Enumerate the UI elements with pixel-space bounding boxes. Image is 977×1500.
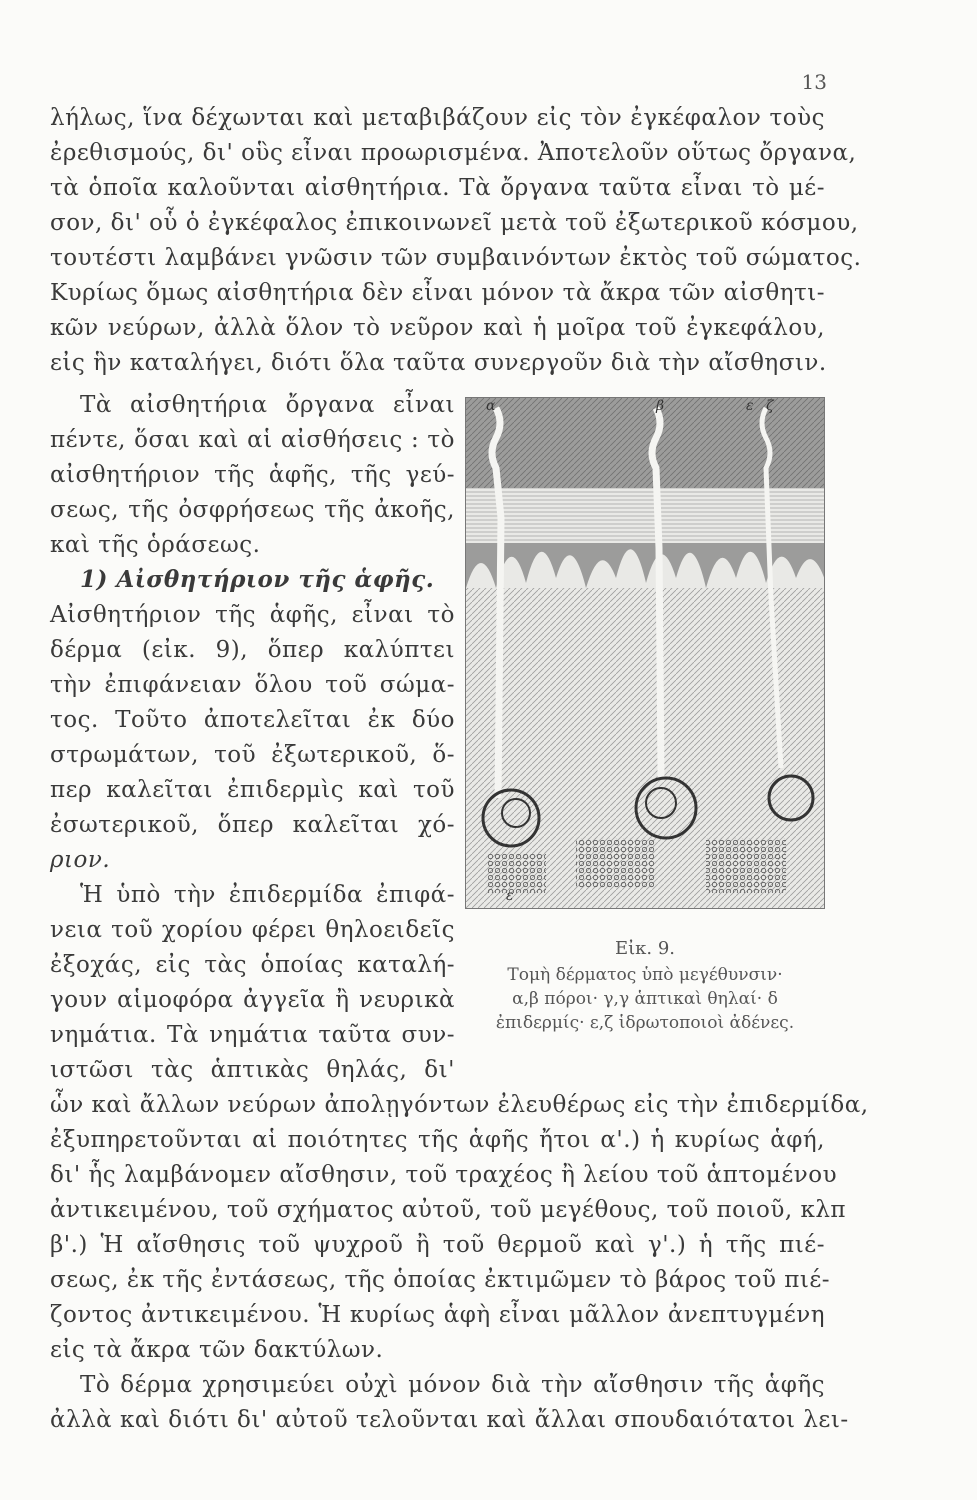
text-line: ἐξυπηρετοῦνται αἱ ποιότητες τῆς ἁφῆς ἤτοι α'.) ἡ κυρίως ἁφή, — [50, 1127, 825, 1153]
figure-caption-line: ἐπιδερμίς· ε,ζ ἱδρωτοποιοὶ ἀδένες. — [495, 1013, 795, 1033]
text-line: τὴν ἐπιφάνειαν ὅλου τοῦ σώμα- — [50, 672, 455, 698]
text-line: δι' ἧς λαμβάνομεν αἴσθησιν, τοῦ τραχέος ἢ λείου τοῦ ἁπτομένου — [50, 1162, 838, 1188]
text-line: Ἡ ὑπὸ τὴν ἐπιδερμίδα ἐπιφά- — [80, 882, 455, 908]
figure-letter: ε — [506, 888, 514, 904]
skin-section-illustration — [465, 397, 825, 909]
text-line: ἐξοχάς, εἰς τὰς ὁποίας καταλή- — [50, 952, 455, 978]
page-number: 13 — [801, 70, 827, 94]
text-line: στρωμάτων, τοῦ ἐξωτερικοῦ, ὅ- — [50, 742, 455, 768]
text-line: νεια τοῦ χορίου φέρει θηλοειδεῖς — [50, 917, 455, 943]
text-line: τουτέστι λαμβάνει γνῶσιν τῶν συμβαινόντων ἐκτὸς τοῦ σώματος. — [50, 245, 862, 271]
text-line: ἀντικειμένου, τοῦ σχήματος αὐτοῦ, τοῦ μεγέθους, τοῦ ποιοῦ, κλπ — [50, 1197, 847, 1223]
text-line: Τὰ αἰσθητήρια ὄργανα εἶναι — [80, 392, 455, 418]
figure-letter: ε — [746, 398, 754, 414]
text-line: κῶν νεύρων, ἀλλὰ ὅλον τὸ νεῦρον καὶ ἡ μοῖρα τοῦ ἐγκεφάλου, — [50, 315, 825, 341]
figure-letter: β — [656, 398, 665, 414]
text-line: νημάτια. Τὰ νημάτια ταῦτα συν- — [50, 1022, 455, 1048]
figure-caption-title: Εἰκ. 9. — [614, 938, 676, 959]
text-line: σον, δι' οὗ ὁ ἐγκέφαλος ἐπικοινωνεῖ μετὰ τοῦ ἐξωτερικοῦ κόσμου, — [50, 210, 859, 236]
figure-letter: α — [486, 398, 496, 414]
text-line: ιστῶσι τὰς ἁπτικὰς θηλάς, δι' — [50, 1057, 455, 1083]
text-line: ριον. — [50, 847, 111, 873]
text-line: ἀλλὰ καὶ διότι δι' αὐτοῦ τελοῦνται καὶ ἄλλαι σπουδαιότατοι λει- — [50, 1407, 849, 1433]
text-line: ζοντος ἀντικειμένου. Ἡ κυρίως ἁφὴ εἶναι μᾶλλον ἀνεπτυγμένη — [50, 1302, 825, 1328]
text-line: σεως, ἐκ τῆς ἐντάσεως, τῆς ὁποίας ἐκτιμῶμεν τὸ βάρος τοῦ πιέ- — [50, 1267, 831, 1293]
figure-caption-line: α,β πόροι· γ,γ ἁπτικαὶ θηλαί· δ — [512, 989, 778, 1009]
text-line: αἰσθητήριον τῆς ἁφῆς, τῆς γεύ- — [50, 462, 455, 488]
text-line: Αἰσθητήριον τῆς ἁφῆς, εἶναι τὸ — [50, 602, 455, 628]
text-line: εἰς τὰ ἄκρα τῶν δακτύλων. — [50, 1337, 384, 1363]
text-line: ἐσωτερικοῦ, ὅπερ καλεῖται χό- — [50, 812, 455, 838]
text-line: γουν αἱμοφόρα ἀγγεῖα ἢ νευρικὰ — [50, 987, 455, 1013]
text-line: τος. Τοῦτο ἀποτελεῖται ἐκ δύο — [50, 707, 455, 733]
text-line: β'.) Ἡ αἴσθησις τοῦ ψυχροῦ ἢ τοῦ θερμοῦ καὶ γ'.) ἡ τῆς πιέ- — [50, 1232, 825, 1258]
figure-letter: ζ — [766, 398, 774, 414]
text-line: Κυρίως ὅμως αἰσθητήρια δὲν εἶναι μόνον τὰ ἄκρα τῶν αἰσθητι- — [50, 280, 825, 306]
text-line: σεως, τῆς ὀσφρήσεως τῆς ἀκοῆς, — [50, 497, 455, 523]
text-line: καὶ τῆς ὁράσεως. — [50, 532, 261, 558]
figure-caption-line: Τομὴ δέρματος ὑπὸ μεγέθυνσιν· — [507, 965, 783, 985]
text-line: εἰς ἣν καταλήγει, διότι ὅλα ταῦτα συνεργοῦν διὰ τὴν αἴσθησιν. — [50, 350, 827, 376]
skin-section-drawing — [466, 398, 825, 909]
text-line: ὧν καὶ ἄλλων νεύρων ἀπολῃγόντων ἐλευθέρως εἰς τὴν ἐπιδερμίδα, — [50, 1092, 869, 1118]
section-heading: 1) Αἰσθητήριον τῆς ἁφῆς. — [80, 566, 435, 593]
text-line: δέρμα (εἰκ. 9), ὅπερ καλύπτει — [50, 637, 455, 663]
text-line: πέντε, ὅσαι καὶ αἱ αἰσθήσεις : τὸ — [50, 427, 455, 453]
text-line: λήλως, ἵνα δέχωνται καὶ μεταβιβάζουν εἰς τὸν ἐγκέφαλον τοὺς — [50, 105, 825, 131]
text-line: ἐρεθισμούς, δι' οὓς εἶναι προωρισμένα. Ἀποτελοῦν οὕτως ὄργανα, — [50, 140, 857, 166]
text-line: Τὸ δέρμα χρησιμεύει οὐχὶ μόνον διὰ τὴν αἴσθησιν τῆς ἁφῆς — [80, 1372, 825, 1398]
text-line: τὰ ὁποῖα καλοῦνται αἰσθητήρια. Τὰ ὄργανα ταῦτα εἶναι τὸ μέ- — [50, 175, 825, 201]
text-line: περ καλεῖται ἐπιδερμὶς καὶ τοῦ — [50, 777, 455, 803]
